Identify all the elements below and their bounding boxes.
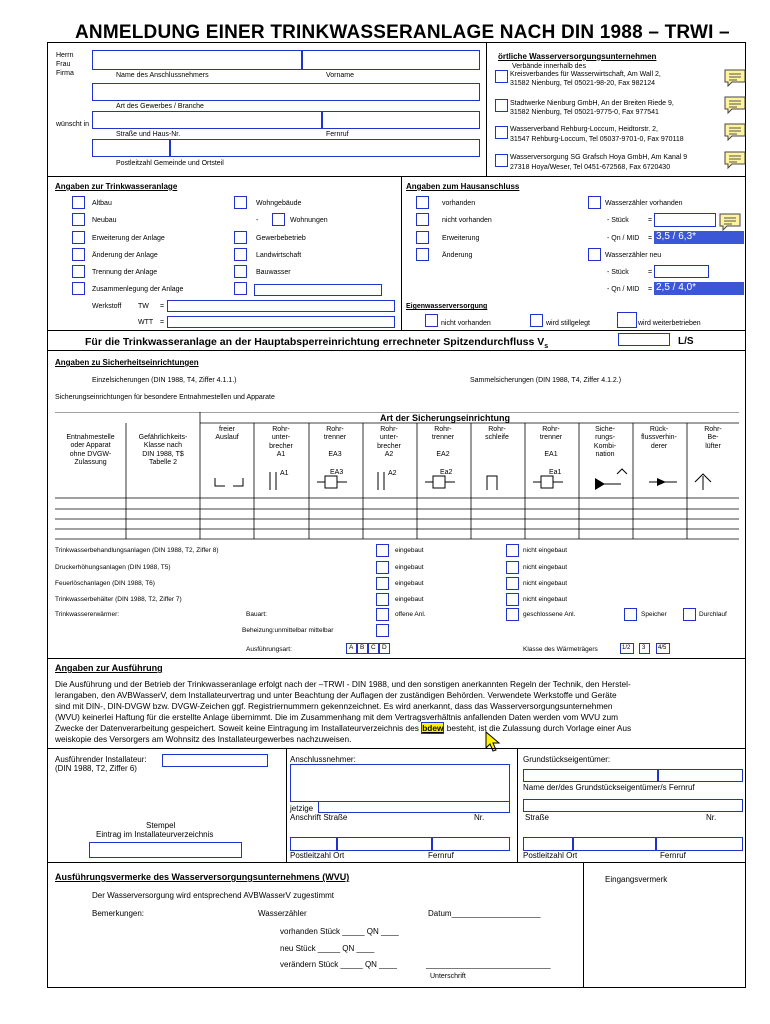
wvu-datum: Datum____________________ xyxy=(428,909,541,918)
symbol-a2-label: A2 xyxy=(388,470,397,477)
col-rohrtrenner-ea3 xyxy=(308,426,362,459)
behaelter-eingebaut-checkbox[interactable] xyxy=(376,593,389,606)
stueck-label-2: - Stück xyxy=(607,269,629,276)
col-line: Rohr- xyxy=(272,426,290,433)
wvu-sign-line: ____________________________ xyxy=(426,960,551,969)
col-line: freier xyxy=(219,426,235,433)
eigen-nicht-checkbox[interactable] xyxy=(425,314,438,327)
grund-name-field[interactable] xyxy=(523,769,658,782)
symbol-a1-label: A1 xyxy=(280,470,289,477)
behaelter-nicht-checkbox[interactable] xyxy=(506,593,519,606)
grund-plz-field[interactable] xyxy=(523,837,573,851)
druckerhoehung-nicht-checkbox[interactable] xyxy=(506,561,519,574)
landwirtschaft-label: Landwirtschaft xyxy=(256,252,302,259)
eingangsvermerk: Eingangsvermerk xyxy=(605,875,668,884)
art-d-label: D xyxy=(382,644,387,651)
col-gefahr-line: Tabelle 2 xyxy=(148,458,178,466)
wohngebaeude-label: Wohngebäude xyxy=(256,200,302,207)
utility-2-line3: 31582 Nienburg, Tel 05021-9775-0, Fax 977541 xyxy=(510,109,659,116)
behaelter-nicht-label: nicht eingebaut xyxy=(523,596,568,603)
col-rueckflussverhinderer xyxy=(632,426,686,451)
salutation-herrn: Herrn xyxy=(56,52,74,59)
gewerbebetrieb-checkbox[interactable] xyxy=(234,231,247,244)
col-line: lüfter xyxy=(705,442,721,450)
aenderung-checkbox[interactable] xyxy=(72,248,85,261)
tw-eq: = xyxy=(160,303,165,310)
eintrag-label: Eintrag im Installateurverzeichnis xyxy=(96,830,214,839)
col-entnahme-line: Zulassung xyxy=(74,458,107,466)
eigen-heading: Eigenwasserversorgung xyxy=(406,303,488,310)
stueck-eq-1: = xyxy=(648,217,653,224)
bauart-label: Bauart: xyxy=(246,611,267,618)
utility-4-line3: 27318 Hoya/Weser, Tel 0451-672568, Fax 6720430 xyxy=(510,164,671,171)
safety-combination-arrow xyxy=(595,478,605,490)
beheizung-checkbox[interactable] xyxy=(376,624,389,637)
trennung-checkbox[interactable] xyxy=(72,265,85,278)
col-rohrschleife xyxy=(470,426,524,443)
wvu-bemerkungen: Bemerkungen: xyxy=(92,909,145,918)
fernruf-field[interactable] xyxy=(322,111,480,129)
name-field[interactable] xyxy=(92,50,302,70)
stueck-field-1[interactable] xyxy=(654,213,716,227)
feuerloesch-nicht-label: nicht eingebaut xyxy=(523,580,568,587)
col-line: nation xyxy=(595,450,615,458)
section-divider xyxy=(47,862,746,863)
ausfuehrung-line-6: weiskopie des Versorgers am Wohnsitz des Installateurgewerbes nachzuweisen. xyxy=(55,734,352,744)
grund-label: Grundstückseigentümer: xyxy=(523,755,611,764)
grund-fernruf-label: Fernruf xyxy=(660,851,686,860)
col-line: schleife xyxy=(485,434,509,442)
qn-label-1: - Qn / MID xyxy=(607,235,640,242)
anlage-heading: Angaben zur Trinkwasseranlage xyxy=(55,182,178,191)
offene-checkbox[interactable] xyxy=(376,608,389,621)
col-line: trenner xyxy=(431,434,455,442)
col-line: Auslauf xyxy=(215,434,239,442)
meter-new-checkbox[interactable] xyxy=(588,248,601,261)
installateur-field[interactable] xyxy=(162,754,268,767)
wohnungen-dash: - xyxy=(256,217,259,224)
gewerbebetrieb-label: Gewerbebetrieb xyxy=(256,235,306,242)
werkstoff-tw-field[interactable] xyxy=(167,300,395,312)
col-rohrunterbrecher-a1 xyxy=(254,426,308,459)
ausfuehrung-line-5-head: Zwecke der Datenverarbeitung gespeichert. Soweit keine Eintragung im Installateurverzeichnis des xyxy=(55,723,419,733)
zusammenlegung-label: Zusammenlegung der Anlage xyxy=(92,286,184,293)
anschluss-plz-label: Postleitzahl Ort xyxy=(290,851,345,860)
col-code: EA3 xyxy=(328,450,342,458)
section-divider xyxy=(47,176,746,177)
erwaermer-label: Trinkwassererwärmer: xyxy=(55,611,120,618)
page-title: ANMELDUNG EINER TRINKWASSERANLAGE NACH DIN 1988 – TRWI – xyxy=(75,22,730,43)
note-icon[interactable] xyxy=(724,151,746,169)
col-entnahme-line: oder Apparat xyxy=(70,442,111,450)
col-line: Rohr- xyxy=(434,426,452,433)
symbol-ea1-label: Ea1 xyxy=(549,469,562,476)
speicher-checkbox[interactable] xyxy=(624,608,637,621)
klasse-label: Klasse des Wärmeträgers xyxy=(523,646,598,653)
col-line: Siche- xyxy=(595,426,615,433)
altbau-checkbox[interactable] xyxy=(72,196,85,209)
trennung-label: Trennung der Anlage xyxy=(92,269,158,276)
pipe-separator-ea3-symbol xyxy=(317,476,347,488)
anschlussnehmer-label: Anschlussnehmer: xyxy=(290,755,356,764)
symbol-ea2-label: Ea2 xyxy=(440,469,453,476)
col-sicherungskombination xyxy=(578,426,632,459)
signature-divider xyxy=(286,748,287,862)
geschlossene-label: geschlossene Anl. xyxy=(523,611,576,618)
art-heading: Art der Sicherungseinrichtung xyxy=(380,413,511,423)
wvu-heading: Ausführungsvermerke des Wasserversorgungsunternehmens (WVU) xyxy=(55,872,350,882)
plz-field[interactable] xyxy=(92,139,170,157)
installateur-label: Ausführender Installateur: xyxy=(55,755,147,764)
grund-strasse-label: Straße xyxy=(525,813,550,822)
grund-nr-label: Nr. xyxy=(706,813,717,822)
grund-plz-label: Postleitzahl Ort xyxy=(523,851,578,860)
anschrift-label: Anschrift Straße xyxy=(290,813,348,822)
art-c-label: C xyxy=(371,644,376,651)
pipe-aerator-symbol xyxy=(695,474,711,490)
col-line: Rohr- xyxy=(326,426,344,433)
pipe-separator-ea1-symbol xyxy=(533,476,563,488)
anschrift-nr-label: Nr. xyxy=(474,813,485,822)
section-divider xyxy=(47,330,746,331)
name-label: Name des Anschlussnehmers xyxy=(116,72,209,79)
salutation-firma: Firma xyxy=(56,70,74,77)
grund-strasse-field[interactable] xyxy=(523,799,743,812)
col-code: A2 xyxy=(384,450,394,458)
wohnungen-checkbox[interactable] xyxy=(272,213,285,226)
note-icon[interactable] xyxy=(724,96,746,114)
werkstoff-label: Werkstoff xyxy=(92,303,122,310)
hausanschluss-vorhanden-label: vorhanden xyxy=(442,200,476,207)
sonstiges-checkbox[interactable] xyxy=(234,282,247,295)
bdew-link[interactable]: bdew xyxy=(422,723,444,733)
bauwasser-label: Bauwasser xyxy=(256,269,291,276)
qn-eq-2: = xyxy=(648,286,653,293)
strasse-field[interactable] xyxy=(92,111,322,129)
free-outlet-symbol xyxy=(215,478,243,486)
ausfuehrung-line-2: lerangaben, den AVBWasserV, dem Installateurvertrag und unter Beachtung der Auflagen der zuständigen Behörden. Verwendete Werkstoffe und Geräte xyxy=(55,690,617,700)
section-divider xyxy=(47,658,746,659)
druckerhoehung-nicht-label: nicht eingebaut xyxy=(523,564,568,571)
sicherung-heading: Angaben zu Sicherheitseinrichtungen xyxy=(55,358,199,367)
ausfuehrung-line-3: sind mit DIN-, DIN-DVGW bzw. DVGW-Zeichen ggf. Registriernummern gekennzeichnet. Es wird anerkannt, dass das Wasserversorgungsunternehmen xyxy=(55,701,613,711)
symbol-ea3-label: EA3 xyxy=(330,469,344,476)
pipe-breaker-a1-symbol xyxy=(270,472,276,490)
col-line: Rück- xyxy=(649,426,669,433)
vorname-label: Vorname xyxy=(326,72,355,79)
sicherung-desc: Sicherungseinrichtungen für besondere Entnahmestellen und Apparate xyxy=(55,394,275,401)
eintrag-field[interactable] xyxy=(89,842,242,858)
wvu-row-vorhanden: vorhanden Stück _____ QN ____ xyxy=(280,927,399,936)
note-icon[interactable] xyxy=(724,69,746,87)
col-gefahr-line: Klasse nach xyxy=(143,442,183,450)
plz-label: Postleitzahl Gemeinde und Ortsteil xyxy=(116,160,224,167)
applicant-divider xyxy=(486,42,487,176)
col-code: EA1 xyxy=(544,450,558,458)
col-line: Rohr- xyxy=(380,426,398,433)
wohnungen-label: Wohnungen xyxy=(290,217,328,224)
salutation-frau: Frau xyxy=(56,61,71,68)
col-line: Rohr- xyxy=(704,426,722,433)
speicher-label: Speicher xyxy=(641,611,667,618)
gewerbe-field[interactable] xyxy=(92,83,480,101)
spitzen-label: Für die Trinkwasseranlage an der Hauptabsperreinrichtung errechneter Spitzendurchfluss $V_s$ xyxy=(85,336,549,351)
utility-4-line2: Wasserversorgung SG Grafsch Hoya GmbH, Am Kanal 9 xyxy=(510,154,688,161)
col-entnahme-header xyxy=(55,434,126,467)
eigen-weiter-checkbox[interactable] xyxy=(617,312,637,328)
utility-1-line2: Kreisverbandes für Wasserwirtschaft, Am Wall 2, xyxy=(510,71,661,78)
meter-new-label: Wasserzähler neu xyxy=(605,252,662,259)
ort-field[interactable] xyxy=(170,139,480,157)
col-line: derer xyxy=(650,442,668,450)
col-rohrbeluefter xyxy=(686,426,740,451)
behandlung-label: Trinkwasserbehandlungsanlagen (DIN 1988, T2, Ziffer 8) xyxy=(55,547,219,554)
col-entnahme-line: ohne DVGW- xyxy=(69,450,112,458)
einzel-label: Einzelsicherungen (DIN 1988, T4, Ziffer 4.1.1.) xyxy=(92,377,237,384)
col-rohrunterbrecher-a2 xyxy=(362,426,416,459)
behaelter-eingebaut-label: eingebaut xyxy=(395,596,424,603)
col-gefahr-header xyxy=(126,434,200,467)
wtt-label: WTT xyxy=(138,319,154,326)
jetzige-field[interactable] xyxy=(318,801,510,813)
feuerloesch-eingebaut-label: eingebaut xyxy=(395,580,424,587)
hausanschluss-aenderung-label: Änderung xyxy=(442,252,473,259)
ausfuehrung-line-1: Die Ausführung und der Betrieb der Trinkwasseranlage erfolgt nach der –TRWI - DIN 1988, und den sonstigen anerkannten Regeln der Technik, den Herstel- xyxy=(55,679,631,689)
wvu-row-neu: neu Stück _____ QN ____ xyxy=(280,944,375,953)
druckerhoehung-eingebaut-checkbox[interactable] xyxy=(376,561,389,574)
behandlung-eingebaut-label: eingebaut xyxy=(395,547,424,554)
col-rohrtrenner-ea2 xyxy=(416,426,470,459)
geschlossene-checkbox[interactable] xyxy=(506,608,519,621)
druckerhoehung-eingebaut-label: eingebaut xyxy=(395,564,424,571)
hausanschluss-aenderung-checkbox[interactable] xyxy=(416,248,429,261)
zusammenlegung-checkbox[interactable] xyxy=(72,282,85,295)
klasse-3-label: 3 xyxy=(642,645,646,651)
aenderung-label: Änderung der Anlage xyxy=(92,252,158,259)
ausfuehrungsart-label: Ausführungsart: xyxy=(246,646,292,653)
klasse-45-label: 4/5 xyxy=(658,645,667,651)
eigen-weiter-label: wird weiterbetrieben xyxy=(638,320,701,327)
pipe-separator-ea2-symbol xyxy=(425,476,455,488)
qn-value-1[interactable]: 3,5 / 6,3* xyxy=(654,231,744,244)
utility-2-checkbox[interactable] xyxy=(495,99,508,112)
wvu-zustimmt: Der Wasserversorgung wird entsprechend AVBWasserV zugestimmt xyxy=(92,891,335,900)
klasse-12-label: 1/2 xyxy=(622,645,631,651)
grund-fernruf-field[interactable] xyxy=(658,769,743,782)
col-line: brecher xyxy=(377,442,401,450)
col-entnahme-line: Entnahmestelle xyxy=(66,434,115,441)
col-line: brecher xyxy=(269,442,293,450)
neubau-label: Neubau xyxy=(92,217,117,224)
note-icon[interactable] xyxy=(724,123,746,141)
werkstoff-wtt-field[interactable] xyxy=(167,316,395,328)
wvu-divider xyxy=(583,862,584,988)
stempel-label: Stempel xyxy=(146,821,176,830)
hausanschluss-nicht-checkbox[interactable] xyxy=(416,213,429,226)
stueck-eq-2: = xyxy=(648,269,653,276)
col-code: EA2 xyxy=(436,450,450,458)
hausanschluss-erweiterung-label: Erweiterung xyxy=(442,235,480,242)
anschluss-fernruf-field[interactable] xyxy=(432,837,510,851)
hausanschluss-erweiterung-checkbox[interactable] xyxy=(416,231,429,244)
note-icon[interactable] xyxy=(719,213,741,231)
feuerloesch-label: Feuerlöschanlagen (DIN 1988, T6) xyxy=(55,580,155,587)
hausanschluss-heading: Angaben zum Hausanschluss xyxy=(406,182,520,191)
durchlauf-label: Durchlauf xyxy=(699,611,727,618)
stueck-label-1: - Stück xyxy=(607,217,629,224)
col-line: Rohr- xyxy=(542,426,560,433)
hausanschluss-nicht-label: nicht vorhanden xyxy=(442,217,492,224)
anschluss-ort-field[interactable] xyxy=(337,837,432,851)
col-line: flussverhin- xyxy=(641,434,677,442)
durchlauf-checkbox[interactable] xyxy=(683,608,696,621)
col-line: rungs- xyxy=(595,434,615,442)
col-line: unter- xyxy=(271,434,291,442)
col-rohrtrenner-ea1 xyxy=(524,426,578,459)
col-gefahr-line: Gefährlichkeits- xyxy=(138,434,188,441)
eigen-nicht-label: nicht vorhanden xyxy=(441,320,491,327)
art-a-label: A xyxy=(349,644,354,651)
cursor-arrow-icon xyxy=(484,730,506,754)
meter-present-label: Wasserzähler vorhanden xyxy=(605,200,683,207)
strasse-label: Straße und Haus-Nr. xyxy=(116,131,181,138)
section-divider xyxy=(47,350,746,351)
druckerhoehung-label: Druckerhöhungsanlagen (DIN 1988, T5) xyxy=(55,564,171,571)
hausanschluss-vorhanden-checkbox[interactable] xyxy=(416,196,429,209)
landwirtschaft-checkbox[interactable] xyxy=(234,248,247,261)
utility-4-checkbox[interactable] xyxy=(495,154,508,167)
wvu-row-veraendern: verändern Stück _____ QN ____ xyxy=(280,960,397,969)
ausfuehrung-line-4: (WVU) keinerlei Haftung für die erstellte Anlage übernimmt. Die im Zusammenhang mit dem Vertragsverhältnis anfallenden Daten werden vom WVU zum xyxy=(55,712,619,722)
ausfuehrung-line-5-tail: besteht, ist die Zulassung durch Vorlage einer Aus xyxy=(444,723,632,733)
anschluss-fernruf-label: Fernruf xyxy=(428,851,454,860)
pipe-breaker-a2-symbol xyxy=(378,472,384,490)
col-code: A1 xyxy=(276,450,286,458)
spitzen-sub: s xyxy=(544,343,549,351)
qn-value-2[interactable]: 2,5 / 4,0* xyxy=(654,282,744,295)
utility-2-line2: Stadtwerke Nienburg GmbH, An der Breiten Riede 9, xyxy=(510,100,674,107)
feuerloesch-nicht-checkbox[interactable] xyxy=(506,577,519,590)
anlage-divider xyxy=(401,176,402,330)
backflow-arrow xyxy=(657,478,666,486)
installateur-ref: (DIN 1988, T2, Ziffer 6) xyxy=(55,764,137,773)
col-gefahr-line: DIN 1988, T$ xyxy=(142,450,184,458)
utility-3-line2: Wasserverband Rehburg-Loccum, Heidtorstr. 2, xyxy=(510,126,658,133)
col-line: Kombi- xyxy=(593,442,617,450)
qn-label-2: - Qn / MID xyxy=(607,286,640,293)
vorname-field[interactable] xyxy=(302,50,480,70)
col-line: trenner xyxy=(539,434,563,442)
col-line: unter- xyxy=(379,434,399,442)
wuenscht-label: wünscht in xyxy=(56,121,90,128)
spitzen-field[interactable] xyxy=(618,333,670,346)
utility-3-line3: 31547 Rehburg-Loccum, Tel 05037-9701-0, Fax 970118 xyxy=(510,136,684,143)
col-line: Be- xyxy=(707,434,719,442)
neubau-checkbox[interactable] xyxy=(72,213,85,226)
wtt-eq: = xyxy=(160,319,165,326)
grund-ort-field[interactable] xyxy=(573,837,656,851)
wohngebaeude-checkbox[interactable] xyxy=(234,196,247,209)
section-divider xyxy=(47,748,746,749)
col-freier-auslauf xyxy=(200,426,254,443)
spitzen-unit: L/S xyxy=(678,336,694,347)
beheizung-label: Beheizung:unmittelbar mittelbar xyxy=(242,627,334,634)
eigen-stillgelegt-checkbox[interactable] xyxy=(530,314,543,327)
behandlung-nicht-checkbox[interactable] xyxy=(506,544,519,557)
anschluss-plz-field[interactable] xyxy=(290,837,337,851)
behaelter-label: Trinkwasserbehälter (DIN 1988, T2, Ziffer 7) xyxy=(55,596,182,603)
anschlussnehmer-field[interactable] xyxy=(290,764,510,802)
behandlung-eingebaut-checkbox[interactable] xyxy=(376,544,389,557)
meter-present-checkbox[interactable] xyxy=(588,196,601,209)
stueck-field-2[interactable] xyxy=(654,265,709,278)
behandlung-nicht-label: nicht eingebaut xyxy=(523,547,568,554)
col-line: Rohr- xyxy=(488,426,506,433)
utility-1-checkbox[interactable] xyxy=(495,70,508,83)
utility-1-line3: 31582 Nienburg, Tel 05021-98-20, Fax 982124 xyxy=(510,80,656,87)
offene-label: offene Anl. xyxy=(395,611,426,618)
erweiterung-label: Erweiterung der Anlage xyxy=(92,235,165,242)
ausfuehrung-heading: Angaben zur Ausführung xyxy=(55,663,163,673)
gewerbe-label: Art des Gewerbes / Branche xyxy=(116,103,204,110)
utility-3-checkbox[interactable] xyxy=(495,126,508,139)
altbau-label: Altbau xyxy=(92,200,112,207)
tw-label: TW xyxy=(138,303,149,310)
feuerloesch-eingebaut-checkbox[interactable] xyxy=(376,577,389,590)
erweiterung-checkbox[interactable] xyxy=(72,231,85,244)
grund-fernruf2-field[interactable] xyxy=(656,837,743,851)
utilities-heading: örtliche Wasserversorgungsunternehmen xyxy=(498,52,657,61)
bauwasser-checkbox[interactable] xyxy=(234,265,247,278)
col-line: trenner xyxy=(323,434,347,442)
art-b-label: B xyxy=(360,644,365,651)
grund-name-label: Name der/des Grundstückseigentümer/s Fernruf xyxy=(523,783,695,792)
pipe-loop-symbol xyxy=(487,476,497,490)
jetzige-label: jetzige xyxy=(290,804,314,813)
fernruf-label: Fernruf xyxy=(326,131,349,138)
wvu-wasserzaehler: Wasserzähler xyxy=(258,909,307,918)
sammel-label: Sammelsicherungen (DIN 1988, T4, Ziffer 4.1.2.) xyxy=(470,377,622,384)
wvu-unterschrift: Unterschrift xyxy=(430,973,466,980)
utility-1-line1: Verbände innerhalb des xyxy=(512,63,586,70)
qn-eq-1: = xyxy=(648,235,653,242)
sonstiges-field[interactable] xyxy=(254,284,382,296)
ausfuehrung-line-5 xyxy=(55,724,631,732)
signature-divider xyxy=(517,748,518,862)
eigen-stillgelegt-label: wird stillgelegt xyxy=(546,320,590,327)
